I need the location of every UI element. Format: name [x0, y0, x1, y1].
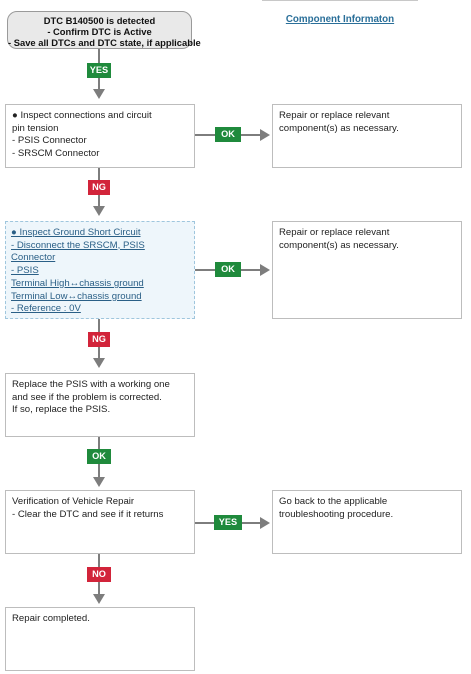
step1-line: - PSIS Connector — [12, 135, 87, 147]
ng-badge: NG — [88, 332, 110, 347]
step2-line[interactable]: - Disconnect the SRSCM, PSIS — [11, 239, 145, 251]
step2-line[interactable]: Terminal Low↔chassis ground — [11, 290, 142, 302]
top-rule — [262, 0, 418, 1]
yes-badge: YES — [87, 63, 111, 78]
start-line-3: - Save all DTCs and DTC state, if applicable — [8, 37, 201, 48]
result4-line: Go back to the applicable — [279, 496, 388, 507]
result1-line: Repair or replace relevant — [279, 110, 390, 121]
component-information-link[interactable]: Component Informaton — [285, 14, 395, 25]
start-line-1: DTC B140500 is detected — [43, 15, 156, 26]
ok-badge: OK — [215, 127, 241, 142]
start-line-2: - Confirm DTC is Active — [47, 26, 152, 37]
start-dtc-detected — [7, 11, 201, 49]
arrow-down-icon — [93, 89, 105, 99]
result2-line: Repair or replace relevant — [279, 227, 390, 238]
step2-line[interactable]: - PSIS — [11, 265, 39, 277]
result-repair-replace-2 — [272, 221, 462, 319]
ok-badge: OK — [215, 262, 241, 277]
arrow-down-icon — [93, 206, 105, 216]
step1-line: - SRSCM Connector — [12, 147, 100, 159]
step2-line[interactable]: - Reference : 0V — [11, 303, 81, 315]
step1-line: pin tension — [12, 122, 59, 134]
no-badge: NO — [87, 567, 111, 582]
step2-line[interactable]: Connector — [11, 252, 56, 264]
step3-line: and see if the problem is corrected. — [12, 391, 162, 403]
step-replace-psis — [5, 373, 195, 437]
ok-badge: OK — [87, 449, 111, 464]
result1-line: component(s) as necessary. — [279, 122, 399, 134]
arrow-right-icon — [260, 129, 270, 141]
result4-line: troubleshooting procedure. — [279, 508, 394, 520]
step-verification — [5, 490, 195, 554]
step2-line[interactable]: Terminal High↔chassis ground — [11, 277, 144, 289]
arrow-down-icon — [93, 594, 105, 604]
step3-line: If so, replace the PSIS. — [12, 404, 111, 416]
result-go-back — [272, 490, 462, 554]
step-inspect-ground-short — [5, 221, 195, 319]
step4-line: - Clear the DTC and see if it returns — [12, 508, 164, 520]
yes-badge: YES — [214, 515, 242, 530]
result-repair-replace-1 — [272, 104, 462, 168]
result2-line: component(s) as necessary. — [279, 239, 399, 251]
step2-line[interactable]: ● Inspect Ground Short Circuit — [11, 227, 141, 238]
step4-line: Verification of Vehicle Repair — [12, 496, 135, 507]
step3-line: Replace the PSIS with a working one — [12, 379, 170, 390]
step-repair-completed — [5, 607, 195, 671]
step-inspect-connections — [5, 104, 195, 168]
arrow-down-icon — [93, 358, 105, 368]
ng-badge: NG — [88, 180, 110, 195]
step1-line: ● Inspect connections and circuit — [12, 110, 152, 121]
step5-line: Repair completed. — [12, 613, 90, 624]
arrow-right-icon — [260, 264, 270, 276]
arrow-down-icon — [93, 477, 105, 487]
arrow-right-icon — [260, 517, 270, 529]
